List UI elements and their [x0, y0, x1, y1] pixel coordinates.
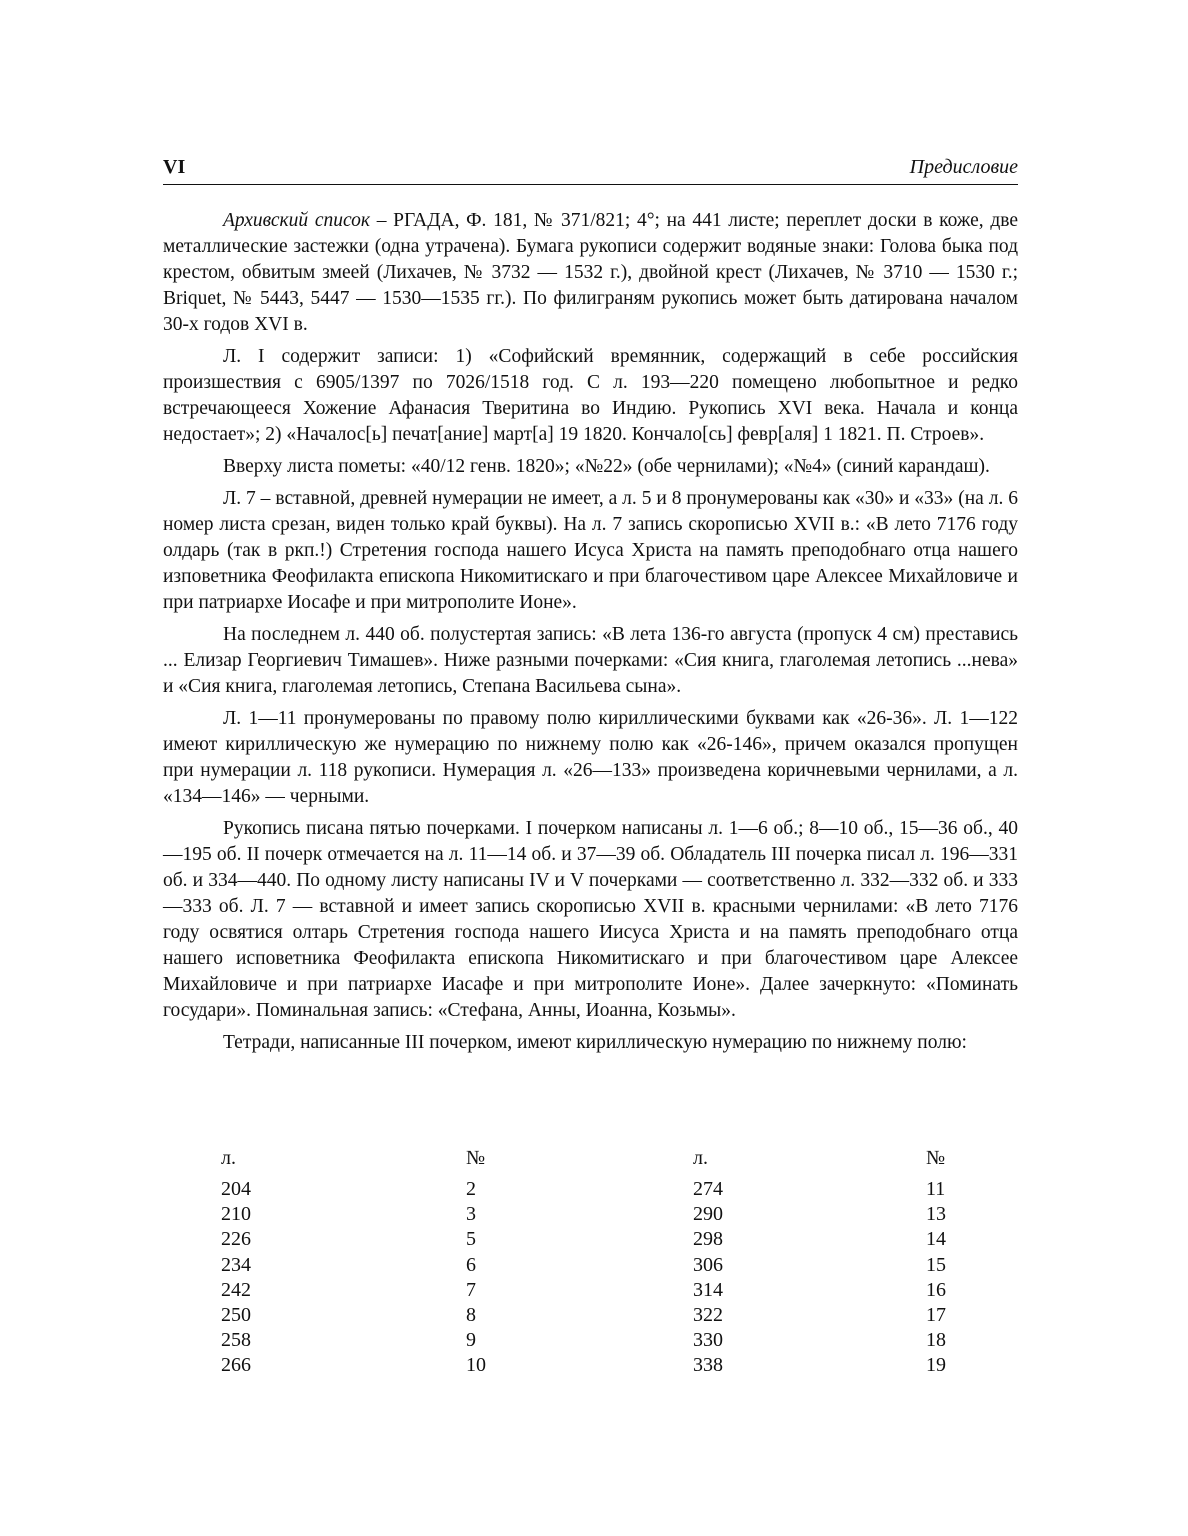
table-cell: 15 [926, 1253, 946, 1276]
table-cell: 290 [693, 1203, 723, 1226]
table-cell: 16 [926, 1278, 946, 1301]
table-cell: 210 [221, 1203, 251, 1226]
table-cell: 274 [693, 1178, 723, 1200]
table-cell: 306 [693, 1253, 723, 1276]
paragraph [163, 208, 1018, 338]
table-cell: 19 [926, 1354, 946, 1377]
table-cell: 6 [466, 1253, 476, 1276]
table-cell: 322 [693, 1303, 723, 1326]
paragraph-text: – РГАДА, Ф. 181, № 371/821; 4°; на 441 листе; переплет доски в коже, две металлические застежки (одна утрачена). Бумага рукописи содержит водяные знаки: Голова быка под крестом, обвитым змеей (Лихачев, № 3732 — 1532 г.), двойной крест (Лихачев, № 3710 — 1530 г.; Briquet, № 5443, 5447 — 1530—1535 гг.). По филиграням рукопись может быть датирована началом 30-х годов XVI в. [163, 210, 1018, 335]
table-column-leaf [693, 1145, 793, 1379]
table-header: л. [221, 1147, 236, 1169]
table-cell: 3 [466, 1203, 476, 1226]
paragraph: Л. I содержит записи: 1) «Софийский времянник, содержащий в себе российския произшествия с 6905/1397 по 7026/1518 год. С л. 193—220 помещено любопытное и редко встречающееся Хожение Афанасия Тверитина во Индию. Рукопись XVI века. Начала и конца недостает»; 2) «Началос[ь] печат[ание] март[а] 19 1820. Кончало[сь] февр[аля] 1 1821. П. Строев». [163, 346, 1018, 445]
paragraph: Л. 1—11 пронумерованы по правому полю кириллическими буквами как «26-36». Л. 1—122 имеют кириллическую же нумерацию по нижнему полю как «26-146», причем оказался пропущен при нумерации л. 118 рукописи. Нумерация л. «26—133» произведена коричневыми чернилами, а л. «134—146» — черными. [163, 708, 1018, 807]
paragraph: На последнем л. 440 об. полустертая запись: «В лета 136-го августа (пропуск 4 см) преставись ... Елизар Георгиевич Тимашев». Ниже разными почерками: «Сия книга, глаголемая летопись ...нева» и «Сия книга, глаголемая летопись, Степана Васильева сына». [163, 624, 1018, 697]
table-header: л. [693, 1147, 708, 1169]
table-cell: 14 [926, 1228, 946, 1251]
table-header: № [466, 1147, 486, 1169]
paragraph: Тетради, написанные III почерком, имеют кириллическую нумерацию по нижнему полю: [223, 1032, 967, 1053]
table-cell: 204 [221, 1178, 251, 1200]
table-cell: 13 [926, 1203, 946, 1226]
table-cell: 242 [221, 1278, 251, 1301]
body-text [163, 208, 1018, 1062]
paragraph: Рукопись писана пятью почерками. I почерком написаны л. 1—6 об.; 8—10 об., 15—36 об., 40—195 об. II почерк отмечается на л. 11—14 об. и 37—39 об. Обладатель III почерка писал л. 196—331 об. и 334—440. По одному листу написаны IV и V почерками — соответственно л. 332—332 об. и 333—333 об. Л. 7 — вставной и имеет запись скорописью XVII в. красными чернилами: «В лето 7176 году освятися олтарь Стретения господа нашего Иисуса Христа и на память преподобнаго отца нашего исповетника Феофилакта епископа Никомитискаго и при благочестивом царе Алексее Михайловиче и при патриархе Иасафе и при митрополите Ионе». Далее зачеркнуто: «Поминать государи». Поминальная запись: «Стефана, Анны, Иоанна, Козьмы». [163, 818, 1018, 1021]
table-cell: 2 [466, 1178, 476, 1200]
paragraph: Вверху листа пометы: «40/12 генв. 1820»; «№22» (обе чернилами); «№4» (синий карандаш). [223, 456, 990, 477]
table-cell: 338 [693, 1354, 723, 1377]
table-column-number [926, 1145, 1026, 1379]
running-title: Предисловие [909, 156, 1018, 178]
table-cell: 234 [221, 1253, 251, 1276]
table-cell: 266 [221, 1354, 251, 1377]
table-cell: 17 [926, 1303, 946, 1326]
table-cell: 10 [466, 1354, 486, 1377]
table-cell: 11 [926, 1178, 946, 1200]
table-cell: 250 [221, 1303, 251, 1326]
table-column-leaf [221, 1145, 321, 1379]
table-cell: 226 [221, 1228, 251, 1251]
table-cell: 18 [926, 1329, 946, 1352]
table-cell: 298 [693, 1228, 723, 1251]
page-number: VI [163, 156, 186, 178]
table-column-number [466, 1145, 566, 1379]
table-cell: 5 [466, 1228, 476, 1251]
table-cell: 314 [693, 1278, 723, 1301]
table-header: № [926, 1147, 946, 1169]
paragraph-lead: Архивский список [223, 210, 371, 231]
table-cell: 8 [466, 1303, 476, 1326]
page-header [163, 156, 1018, 185]
table-cell: 9 [466, 1329, 476, 1352]
table-cell: 258 [221, 1329, 251, 1352]
table-cell: 330 [693, 1329, 723, 1352]
paragraph: Л. 7 – вставной, древней нумерации не имеет, а л. 5 и 8 пронумерованы как «30» и «33» (на л. 6 номер листа срезан, виден только край буквы). На л. 7 запись скорописью XVII в.: «В лето 7176 году олдарь (так в ркп.!) Стретения господа нашего Исуса Христа на память преподобнаго отца нашего изповетника Феофилакта епископа Никомитискаго и при благочестивом царе Алексее Михайловиче и при патриархе Иосафе и при митрополите Ионе». [163, 488, 1018, 613]
table-cell: 7 [466, 1278, 476, 1301]
quire-numbering-table [163, 1145, 1018, 1385]
